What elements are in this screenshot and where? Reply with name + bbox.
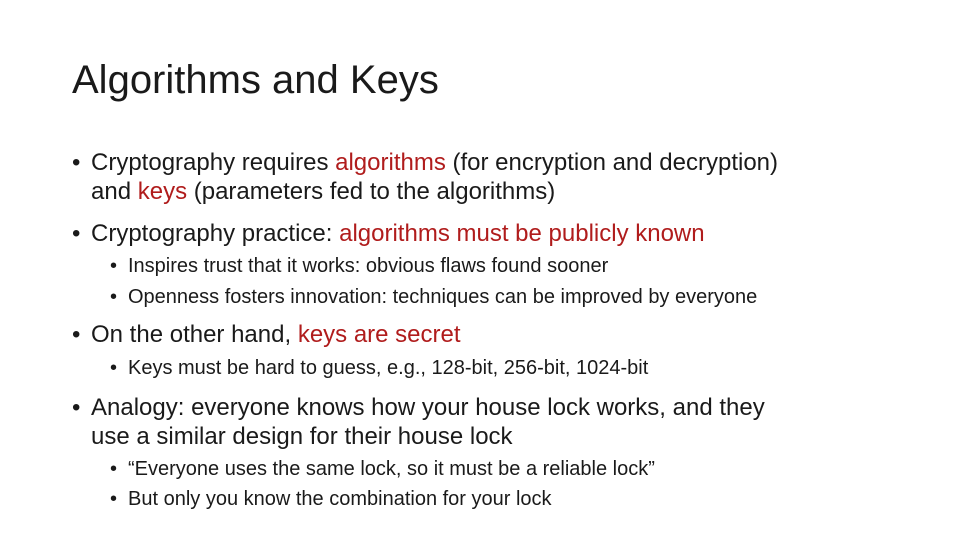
bullet-1-continuation — [72, 177, 555, 206]
sub-bullet-dot: • — [110, 458, 118, 480]
bullet-4-line-1: Analogy: everyone knows how your house lock works, and they — [91, 394, 765, 421]
bullet-dot: • — [72, 220, 81, 247]
bullet-1-highlight-algorithms: algorithms — [335, 149, 446, 176]
bullet-1-highlight-keys: keys — [137, 178, 188, 205]
bullet-dot: • — [72, 321, 81, 348]
bullet-1-text-b: (for encryption and decryption) — [445, 149, 779, 176]
bullet-1 — [72, 148, 778, 177]
bullet-4 — [72, 393, 765, 422]
bullet-4-sub-1-text: “Everyone uses the same lock, so it must be a reliable lock” — [128, 458, 655, 480]
bullet-4-continuation — [72, 422, 513, 451]
bullet-3-sub-1-text: Keys must be hard to guess, e.g., 128-bit, 256-bit, 1024-bit — [128, 357, 649, 379]
sub-bullet-dot: • — [110, 357, 118, 379]
bullet-3-text: On the other hand, — [91, 321, 298, 348]
bullet-2-sub-1 — [110, 254, 608, 278]
bullet-1-line2-text-a: and — [91, 178, 138, 205]
bullet-2-sub-2 — [110, 285, 757, 309]
bullet-4-line-2: use a similar design for their house lock — [91, 423, 513, 450]
bullet-2 — [72, 219, 705, 248]
bullet-dot: • — [72, 149, 81, 176]
sub-bullet-dot: • — [110, 286, 118, 308]
bullet-4-sub-2-text: But only you know the combination for your lock — [128, 488, 552, 510]
slide-title: Algorithms and Keys — [72, 58, 439, 102]
sub-bullet-dot: • — [110, 255, 118, 277]
bullet-3 — [72, 320, 461, 349]
bullet-2-sub-2-text: Openness fosters innovation: techniques can be improved by everyone — [128, 286, 758, 308]
bullet-dot: • — [72, 394, 81, 421]
bullet-3-sub-1 — [110, 356, 648, 380]
bullet-4-sub-2 — [110, 487, 552, 511]
bullet-2-sub-1-text: Inspires trust that it works: obvious flaws found sooner — [128, 255, 609, 277]
sub-bullet-dot: • — [110, 488, 118, 510]
bullet-2-highlight: algorithms must be publicly known — [339, 220, 705, 247]
bullet-4-sub-1 — [110, 457, 655, 481]
bullet-3-highlight: keys are secret — [297, 321, 461, 348]
bullet-1-text-a: Cryptography requires — [91, 149, 336, 176]
bullet-2-text: Cryptography practice: — [91, 220, 340, 247]
bullet-1-line2-text-b: (parameters fed to the algorithms) — [187, 178, 556, 205]
